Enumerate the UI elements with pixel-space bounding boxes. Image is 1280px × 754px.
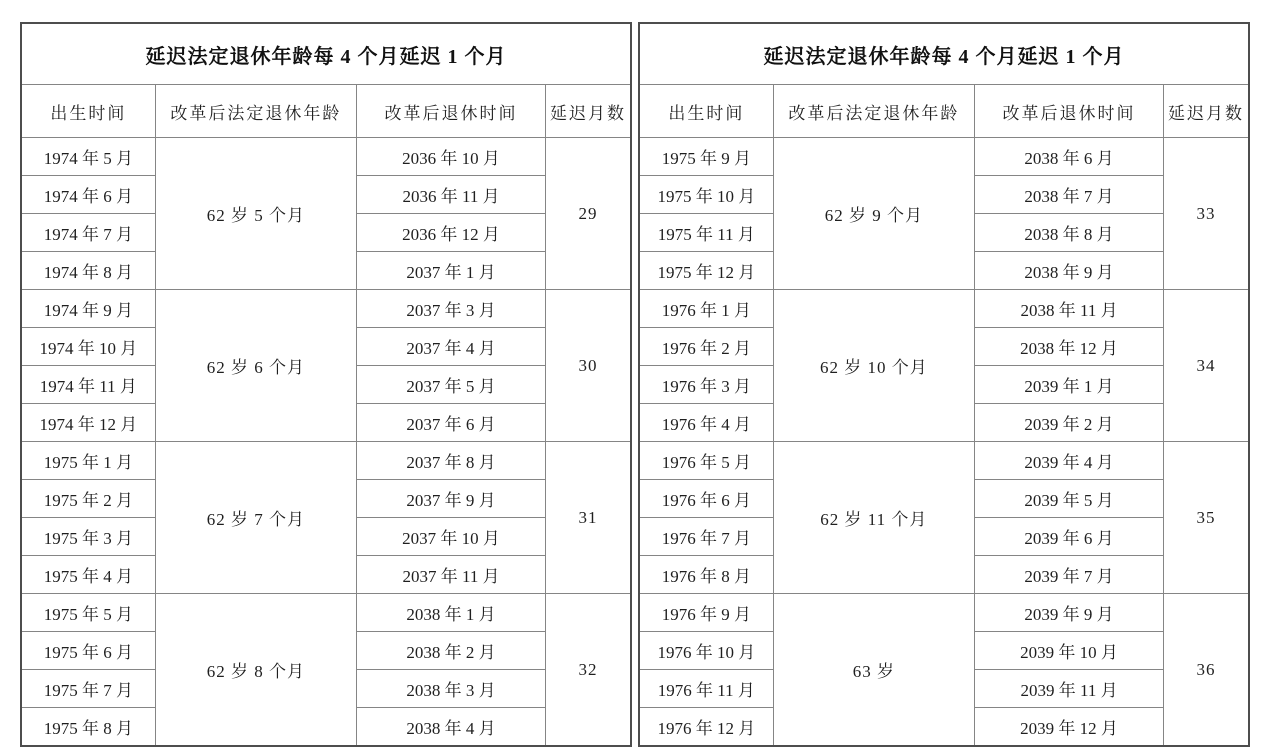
column-header-birth-date: 出生时间 <box>639 85 773 138</box>
retirement-date-cell: 2039 年 4 月 <box>974 442 1163 480</box>
birth-date-cell: 1975 年 10 月 <box>639 176 773 214</box>
retirement-age-cell: 62 岁 10 个月 <box>773 290 974 442</box>
table-title-row <box>21 23 631 85</box>
retirement-age-cell: 62 岁 9 个月 <box>773 138 974 290</box>
birth-date-cell: 1975 年 9 月 <box>639 138 773 176</box>
delay-months-cell: 31 <box>546 442 631 594</box>
table-title: 延迟法定退休年龄每 4 个月延迟 1 个月 <box>639 23 1249 85</box>
table-title: 延迟法定退休年龄每 4 个月延迟 1 个月 <box>21 23 631 85</box>
delay-months-cell: 32 <box>546 594 631 747</box>
column-header-row <box>639 85 1249 138</box>
column-header-delay-months: 延迟月数 <box>546 85 631 138</box>
birth-date-cell: 1976 年 8 月 <box>639 556 773 594</box>
retirement-date-cell: 2038 年 12 月 <box>974 328 1163 366</box>
retirement-age-cell: 62 岁 7 个月 <box>155 442 356 594</box>
retirement-date-cell: 2039 年 10 月 <box>974 632 1163 670</box>
retirement-date-cell: 2039 年 2 月 <box>974 404 1163 442</box>
retirement-date-cell: 2038 年 4 月 <box>356 708 545 747</box>
column-header-statutory-age: 改革后法定退休年龄 <box>155 85 356 138</box>
table-title-row <box>639 23 1249 85</box>
birth-date-cell: 1975 年 1 月 <box>21 442 155 480</box>
birth-date-cell: 1976 年 12 月 <box>639 708 773 747</box>
table-row <box>639 138 1249 176</box>
column-header-birth-date: 出生时间 <box>21 85 155 138</box>
table-row <box>21 442 631 480</box>
retirement-date-cell: 2036 年 12 月 <box>356 214 545 252</box>
retirement-date-cell: 2038 年 3 月 <box>356 670 545 708</box>
delay-months-cell: 35 <box>1164 442 1249 594</box>
column-header-statutory-age: 改革后法定退休年龄 <box>773 85 974 138</box>
retirement-date-cell: 2036 年 10 月 <box>356 138 545 176</box>
birth-date-cell: 1974 年 7 月 <box>21 214 155 252</box>
column-header-delay-months: 延迟月数 <box>1164 85 1249 138</box>
retirement-date-cell: 2039 年 1 月 <box>974 366 1163 404</box>
retirement-age-cell: 62 岁 11 个月 <box>773 442 974 594</box>
column-header-row <box>21 85 631 138</box>
retirement-date-cell: 2039 年 5 月 <box>974 480 1163 518</box>
table-row <box>21 290 631 328</box>
table-row <box>21 138 631 176</box>
retirement-date-cell: 2037 年 9 月 <box>356 480 545 518</box>
retirement-date-cell: 2039 年 6 月 <box>974 518 1163 556</box>
birth-date-cell: 1976 年 10 月 <box>639 632 773 670</box>
retirement-date-cell: 2037 年 10 月 <box>356 518 545 556</box>
table-row <box>21 594 631 632</box>
birth-date-cell: 1976 年 4 月 <box>639 404 773 442</box>
delay-months-cell: 33 <box>1164 138 1249 290</box>
birth-date-cell: 1974 年 10 月 <box>21 328 155 366</box>
birth-date-cell: 1976 年 2 月 <box>639 328 773 366</box>
birth-date-cell: 1974 年 12 月 <box>21 404 155 442</box>
birth-date-cell: 1976 年 1 月 <box>639 290 773 328</box>
retirement-date-cell: 2037 年 5 月 <box>356 366 545 404</box>
table-row <box>639 594 1249 632</box>
birth-date-cell: 1974 年 6 月 <box>21 176 155 214</box>
birth-date-cell: 1974 年 8 月 <box>21 252 155 290</box>
delay-months-cell: 29 <box>546 138 631 290</box>
retirement-age-cell: 62 岁 5 个月 <box>155 138 356 290</box>
tables-wrapper <box>20 22 1250 738</box>
birth-date-cell: 1975 年 11 月 <box>639 214 773 252</box>
retirement-date-cell: 2036 年 11 月 <box>356 176 545 214</box>
retirement-date-cell: 2037 年 1 月 <box>356 252 545 290</box>
birth-date-cell: 1975 年 6 月 <box>21 632 155 670</box>
retirement-date-cell: 2039 年 7 月 <box>974 556 1163 594</box>
column-header-retirement-date: 改革后退休时间 <box>356 85 545 138</box>
table-row <box>639 290 1249 328</box>
birth-date-cell: 1976 年 6 月 <box>639 480 773 518</box>
birth-date-cell: 1974 年 5 月 <box>21 138 155 176</box>
retirement-table-right <box>638 22 1250 747</box>
birth-date-cell: 1975 年 8 月 <box>21 708 155 747</box>
retirement-date-cell: 2037 年 11 月 <box>356 556 545 594</box>
table-row <box>639 442 1249 480</box>
retirement-date-cell: 2037 年 6 月 <box>356 404 545 442</box>
retirement-date-cell: 2038 年 1 月 <box>356 594 545 632</box>
birth-date-cell: 1975 年 12 月 <box>639 252 773 290</box>
birth-date-cell: 1974 年 9 月 <box>21 290 155 328</box>
birth-date-cell: 1975 年 3 月 <box>21 518 155 556</box>
birth-date-cell: 1975 年 2 月 <box>21 480 155 518</box>
birth-date-cell: 1976 年 5 月 <box>639 442 773 480</box>
retirement-date-cell: 2037 年 8 月 <box>356 442 545 480</box>
retirement-age-cell: 62 岁 6 个月 <box>155 290 356 442</box>
retirement-date-cell: 2038 年 9 月 <box>974 252 1163 290</box>
birth-date-cell: 1976 年 3 月 <box>639 366 773 404</box>
birth-date-cell: 1975 年 4 月 <box>21 556 155 594</box>
retirement-date-cell: 2037 年 3 月 <box>356 290 545 328</box>
retirement-date-cell: 2038 年 6 月 <box>974 138 1163 176</box>
retirement-date-cell: 2039 年 9 月 <box>974 594 1163 632</box>
retirement-table-left <box>20 22 632 747</box>
retirement-date-cell: 2038 年 8 月 <box>974 214 1163 252</box>
delay-months-cell: 34 <box>1164 290 1249 442</box>
retirement-date-cell: 2039 年 11 月 <box>974 670 1163 708</box>
birth-date-cell: 1975 年 7 月 <box>21 670 155 708</box>
retirement-date-cell: 2039 年 12 月 <box>974 708 1163 747</box>
retirement-date-cell: 2037 年 4 月 <box>356 328 545 366</box>
column-header-retirement-date: 改革后退休时间 <box>974 85 1163 138</box>
delay-months-cell: 36 <box>1164 594 1249 747</box>
birth-date-cell: 1974 年 11 月 <box>21 366 155 404</box>
birth-date-cell: 1976 年 7 月 <box>639 518 773 556</box>
retirement-date-cell: 2038 年 2 月 <box>356 632 545 670</box>
retirement-date-cell: 2038 年 7 月 <box>974 176 1163 214</box>
retirement-age-cell: 63 岁 <box>773 594 974 747</box>
retirement-date-cell: 2038 年 11 月 <box>974 290 1163 328</box>
birth-date-cell: 1976 年 9 月 <box>639 594 773 632</box>
birth-date-cell: 1976 年 11 月 <box>639 670 773 708</box>
retirement-age-cell: 62 岁 8 个月 <box>155 594 356 747</box>
delay-months-cell: 30 <box>546 290 631 442</box>
birth-date-cell: 1975 年 5 月 <box>21 594 155 632</box>
